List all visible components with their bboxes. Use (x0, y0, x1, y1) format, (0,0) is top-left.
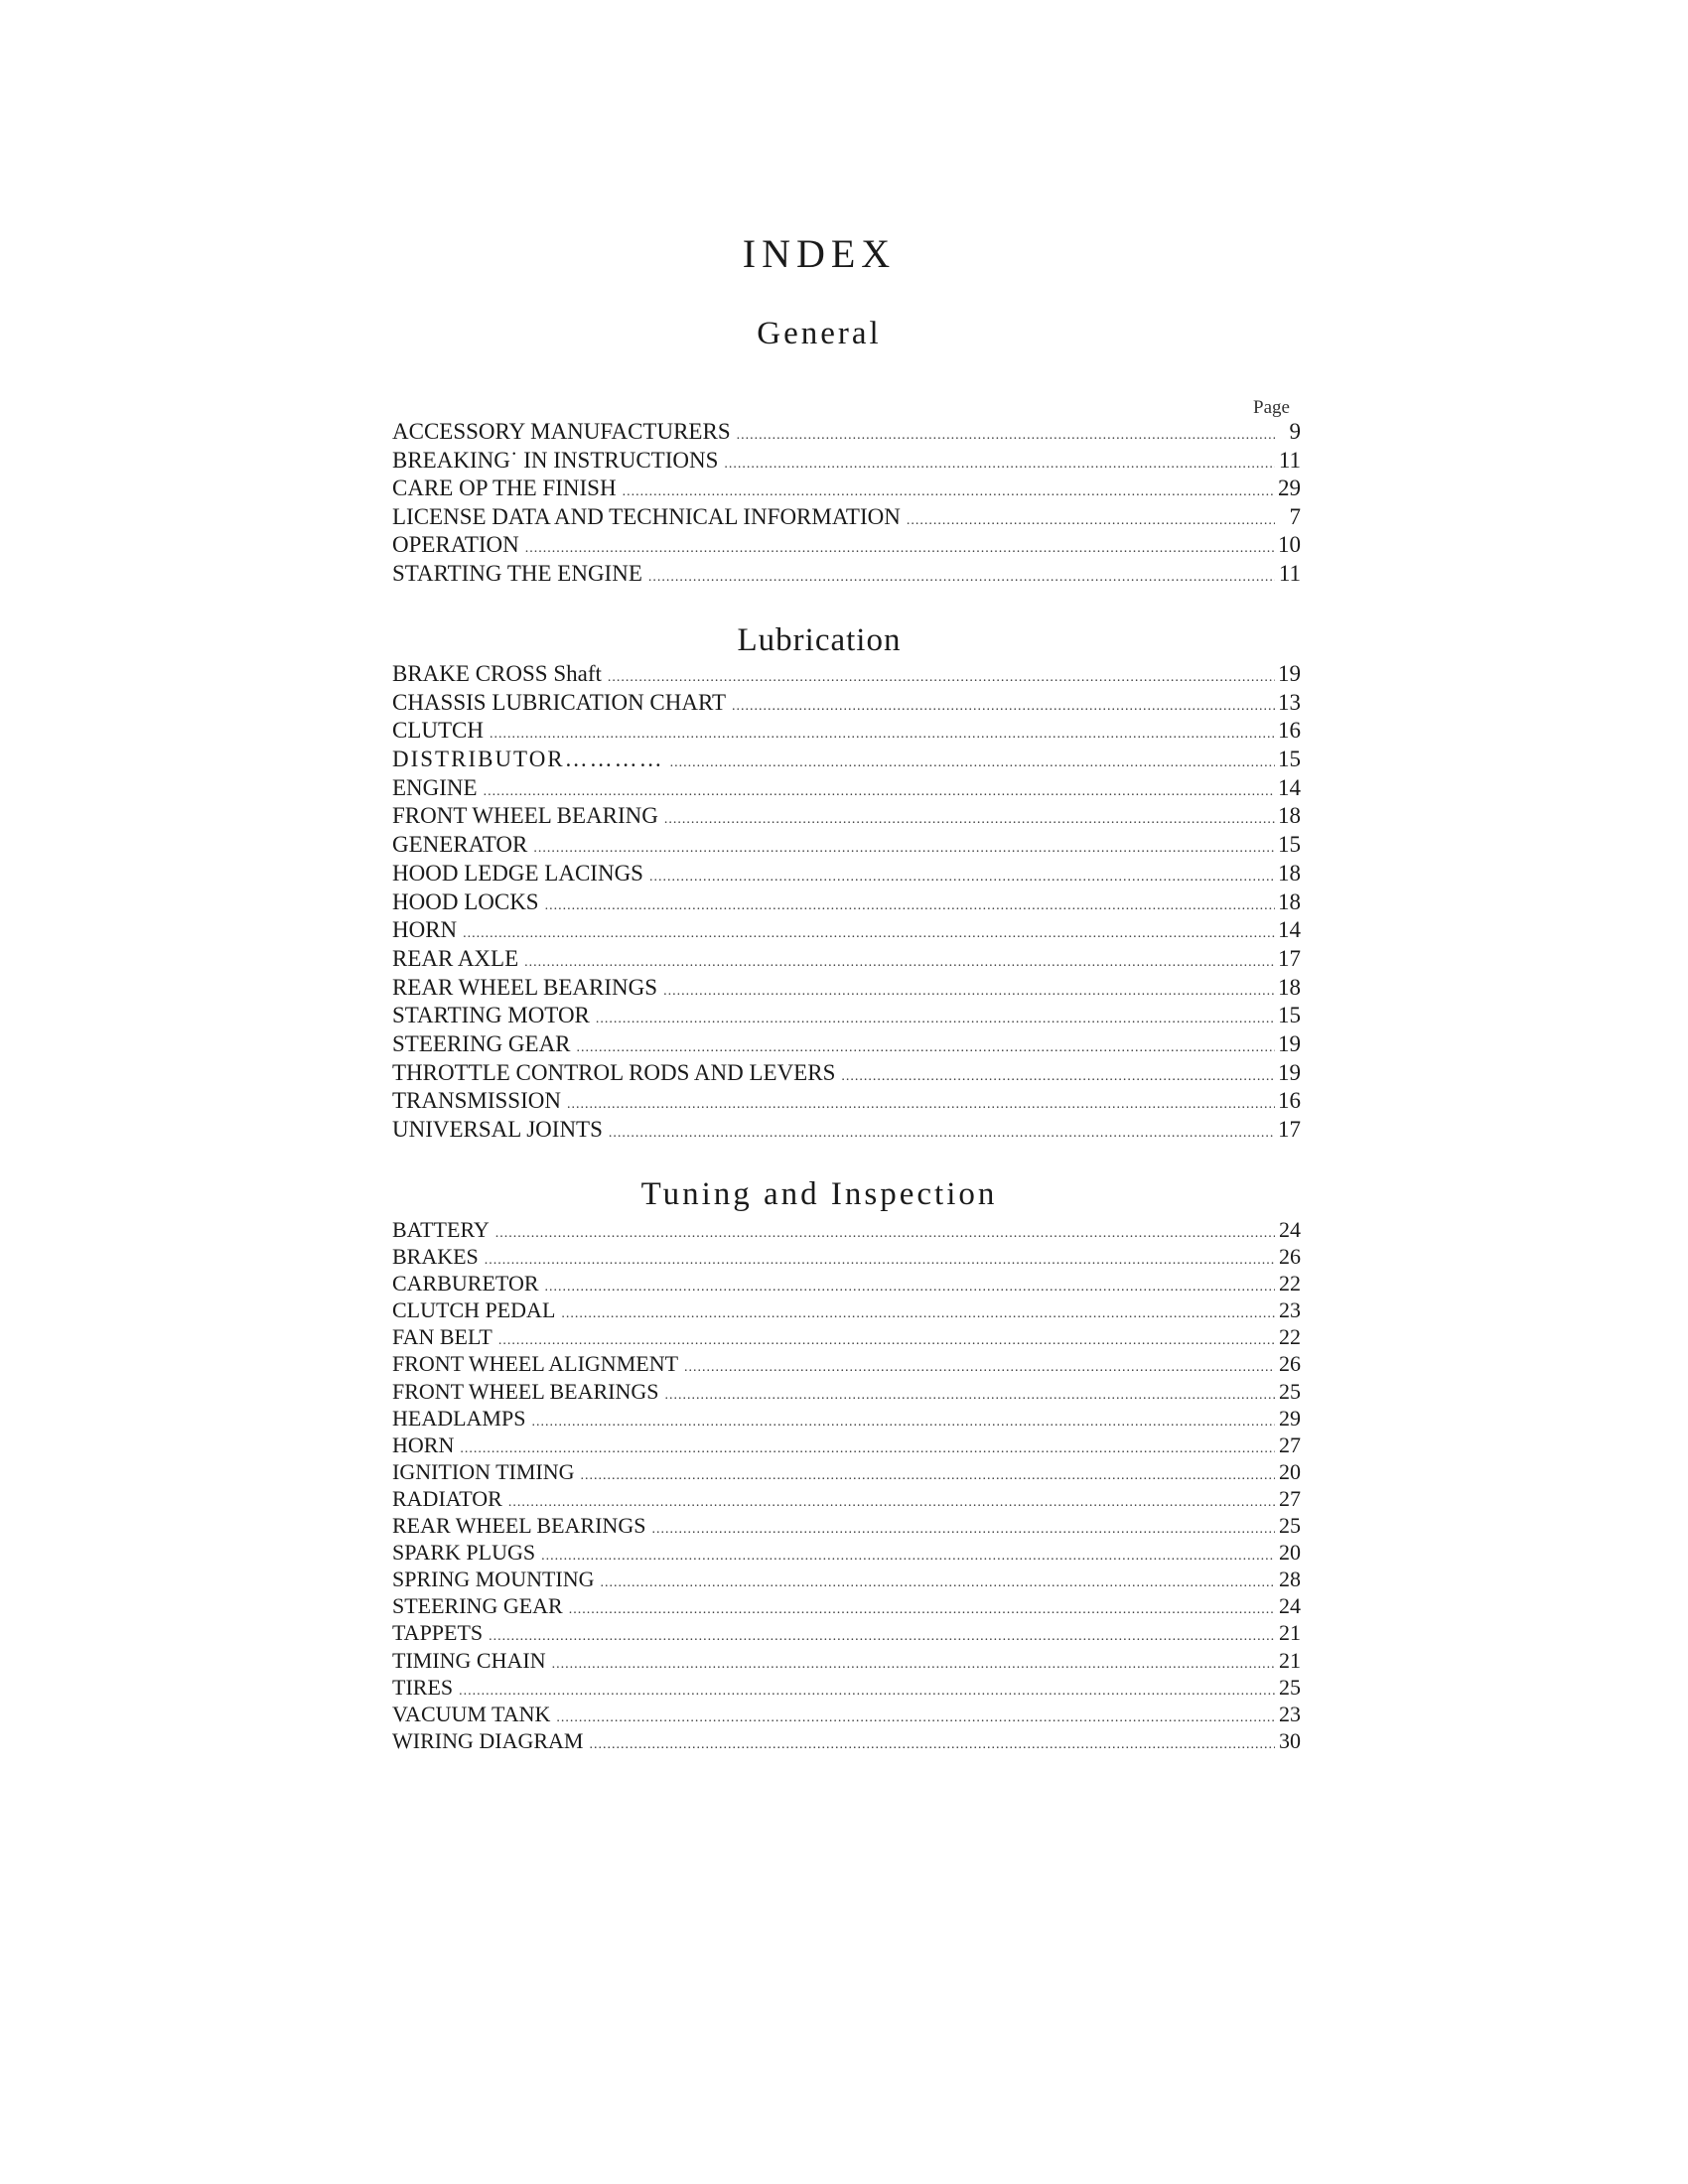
index-entry (392, 1702, 1301, 1728)
index-entry (392, 1513, 1301, 1540)
index-entry-page-number: 18 (1278, 888, 1301, 914)
index-entry-page-number: 22 (1279, 1324, 1301, 1350)
dot-leader (552, 1657, 1275, 1673)
dot-leader (684, 1360, 1275, 1376)
index-entry (392, 1728, 1301, 1755)
dot-leader (609, 1126, 1275, 1142)
index-entry-label: CARE OP THE FINISH (392, 476, 617, 501)
index-entry-page-number: 14 (1278, 917, 1301, 943)
index-entry (392, 1003, 1301, 1031)
index-entry-page-number: 29 (1278, 476, 1301, 501)
index-entry (392, 1324, 1301, 1351)
index-entry (392, 1593, 1301, 1620)
index-entry (392, 661, 1301, 690)
dot-leader (841, 1069, 1275, 1085)
index-entry-page-number: 11 (1278, 447, 1301, 473)
dot-leader (489, 1629, 1275, 1645)
dot-leader (490, 727, 1275, 743)
index-entry (392, 1540, 1301, 1567)
index-entry (392, 1060, 1301, 1089)
dot-leader (495, 1226, 1275, 1242)
index-entry-label: LICENSE DATA AND TECHNICAL INFORMATION (392, 503, 901, 529)
index-entry-label: THROTTLE CONTROL RODS AND LEVERS (392, 1059, 836, 1085)
index-entry-page-number: 23 (1279, 1701, 1301, 1726)
index-list-general (392, 419, 1301, 590)
dot-leader (460, 1441, 1275, 1457)
index-entry-label: HOOD LOCKS (392, 888, 539, 914)
index-entry (392, 975, 1301, 1004)
index-entry (392, 917, 1301, 946)
index-entry-label: HOOD LEDGE LACINGS (392, 860, 643, 886)
dot-leader (649, 870, 1275, 886)
index-entry-label: TRANSMISSION (392, 1088, 561, 1114)
index-entry-label: WIRING DIAGRAM (392, 1727, 584, 1753)
index-entry-label: STEERING GEAR (392, 1030, 571, 1056)
index-entry-label: TIMING CHAIN (392, 1647, 546, 1673)
index-entry-page-number: 14 (1278, 774, 1301, 800)
index-entry-page-number: 27 (1279, 1485, 1301, 1511)
index-entry (392, 803, 1301, 832)
index-entry-page-number: 29 (1279, 1405, 1301, 1431)
index-entry (392, 1351, 1301, 1378)
dot-leader (541, 1549, 1275, 1565)
index-entry (392, 747, 1301, 775)
index-entry-label: BRAKE CROSS Shaft (392, 661, 602, 686)
index-entry (392, 532, 1301, 561)
index-entry-page-number: 11 (1278, 560, 1301, 586)
index-entry-label: UNIVERSAL JOINTS (392, 1117, 603, 1142)
dot-leader (581, 1468, 1276, 1484)
index-entry (392, 832, 1301, 861)
index-entry-label: FRONT WHEEL ALIGNMENT (392, 1351, 679, 1377)
index-entry-label: STARTING THE ENGINE (392, 560, 642, 586)
index-entry-page-number: 18 (1278, 860, 1301, 886)
index-entry (392, 1406, 1301, 1433)
dot-leader (724, 457, 1275, 473)
index-entry-label: SPRING MOUNTING (392, 1567, 595, 1592)
index-entry-page-number: 13 (1278, 689, 1301, 715)
index-entry (392, 718, 1301, 747)
dot-leader (524, 955, 1275, 971)
index-entry (392, 1433, 1301, 1459)
index-entry-label: STARTING MOTOR (392, 1003, 590, 1028)
dot-leader (525, 541, 1275, 557)
index-entry-page-number: 28 (1279, 1567, 1301, 1592)
index-entry-page-number: 22 (1279, 1271, 1301, 1297)
index-entry-page-number: 10 (1278, 532, 1301, 558)
index-entry-page-number: 17 (1278, 945, 1301, 971)
index-entry (392, 561, 1301, 590)
dot-leader (485, 1253, 1275, 1269)
index-entry-page-number: 24 (1279, 1217, 1301, 1242)
index-entry (392, 504, 1301, 533)
index-entry (392, 1459, 1301, 1486)
index-entry-label: HORN (392, 917, 458, 943)
index-list-lubrication (392, 661, 1301, 1146)
index-entry-label: STEERING GEAR (392, 1593, 563, 1619)
index-entry-label: BATTERY (392, 1217, 490, 1242)
index-entry-page-number: 21 (1279, 1647, 1301, 1673)
dot-leader (663, 984, 1275, 1000)
index-entry-page-number: 21 (1279, 1620, 1301, 1646)
index-entry-label: GENERATOR (392, 832, 528, 858)
index-entry-page-number: 23 (1279, 1297, 1301, 1323)
dot-leader (561, 1306, 1275, 1322)
index-entry (392, 1088, 1301, 1117)
index-entry-label: SPARK PLUGS (392, 1540, 536, 1566)
dot-leader (665, 1388, 1276, 1404)
index-entry-page-number: 7 (1289, 503, 1301, 529)
dot-leader (577, 1040, 1275, 1056)
index-entry (392, 1297, 1301, 1324)
dot-leader (484, 784, 1275, 800)
index-entry-label: HORN (392, 1432, 455, 1457)
index-entry-page-number: 15 (1278, 747, 1301, 772)
dot-leader (670, 755, 1275, 771)
index-entry (392, 1620, 1301, 1647)
index-entry-page-number: 18 (1278, 974, 1301, 1000)
index-entry-page-number: 25 (1279, 1513, 1301, 1539)
page-column-label: Page (1253, 397, 1290, 418)
index-entry-label: RADIATOR (392, 1485, 502, 1511)
index-entry-label: FRONT WHEEL BEARING (392, 803, 658, 829)
index-entry-page-number: 30 (1279, 1727, 1301, 1753)
index-entry (392, 861, 1301, 889)
index-entry (392, 1217, 1301, 1244)
index-entry (392, 1271, 1301, 1297)
dot-leader (545, 898, 1275, 914)
index-entry (392, 1379, 1301, 1406)
index-entry-label: HEADLAMPS (392, 1405, 526, 1431)
index-entry-label: VACUUM TANK (392, 1701, 551, 1726)
index-entry-label: IGNITION TIMING (392, 1458, 575, 1484)
index-entry (392, 1486, 1301, 1513)
dot-leader (569, 1602, 1275, 1618)
dot-leader (651, 1522, 1275, 1538)
dot-leader (533, 841, 1275, 857)
index-entry-page-number: 17 (1278, 1117, 1301, 1142)
dot-leader (556, 1710, 1275, 1726)
dot-leader (498, 1333, 1275, 1349)
dot-leader (463, 926, 1275, 942)
index-entry (392, 1244, 1301, 1271)
index-entry-label: CARBURETOR (392, 1271, 539, 1297)
index-entry (392, 419, 1301, 448)
index-entry-label: REAR AXLE (392, 945, 519, 971)
dot-leader (737, 428, 1275, 444)
dot-leader (664, 812, 1275, 828)
index-entry-page-number: 25 (1279, 1674, 1301, 1700)
index-entry-page-number: 19 (1278, 1030, 1301, 1056)
index-entry-label: TAPPETS (392, 1620, 484, 1646)
index-entry-page-number: 19 (1278, 661, 1301, 686)
dot-leader (601, 1575, 1275, 1591)
dot-leader (589, 1737, 1275, 1753)
dot-leader (907, 513, 1275, 529)
index-entry-label: FRONT WHEEL BEARINGS (392, 1378, 659, 1404)
dot-leader (545, 1280, 1275, 1296)
index-entry-page-number: 15 (1278, 832, 1301, 858)
index-entry (392, 1648, 1301, 1675)
index-entry-page-number: 16 (1278, 718, 1301, 744)
dot-leader (531, 1415, 1275, 1431)
dot-leader (567, 1097, 1275, 1113)
index-list-tuning-and-inspection (392, 1217, 1301, 1755)
index-entry-page-number: 27 (1279, 1432, 1301, 1457)
index-entry-label: FAN BELT (392, 1324, 492, 1350)
index-entry-page-number: 20 (1279, 1458, 1301, 1484)
index-entry-page-number: 20 (1279, 1540, 1301, 1566)
index-entry-label: BRAKES (392, 1244, 479, 1270)
index-entry-page-number: 9 (1289, 419, 1301, 444)
section-heading-general: General (757, 316, 882, 351)
index-entry-page-number: 18 (1278, 803, 1301, 829)
index-entry-label: OPERATION (392, 532, 519, 558)
dot-leader (608, 670, 1275, 686)
index-entry-page-number: 26 (1279, 1351, 1301, 1377)
index-entry-label: CHASSIS LUBRICATION CHART (392, 689, 726, 715)
index-entry (392, 1567, 1301, 1593)
page-title: INDEX (742, 231, 897, 276)
section-heading-tuning-and-inspection: Tuning and Inspection (640, 1176, 998, 1212)
index-entry (392, 946, 1301, 975)
index-entry-page-number: 24 (1279, 1593, 1301, 1619)
index-entry (392, 889, 1301, 918)
index-entry-page-number: 26 (1279, 1244, 1301, 1270)
index-entry-label: ACCESSORY MANUFACTURERS (392, 419, 731, 444)
dot-leader (648, 570, 1275, 586)
index-entry (392, 476, 1301, 504)
index-entry-label: REAR WHEEL BEARINGS (392, 1513, 646, 1539)
index-entry-page-number: 25 (1279, 1378, 1301, 1404)
dot-leader (596, 1012, 1275, 1027)
index-entry-label: CLUTCH (392, 718, 484, 744)
dot-leader (732, 699, 1275, 715)
index-entry (392, 775, 1301, 804)
index-entry (392, 1117, 1301, 1146)
index-entry-page-number: 15 (1278, 1003, 1301, 1028)
index-entry-page-number: 19 (1278, 1059, 1301, 1085)
index-entry (392, 1031, 1301, 1060)
dot-leader (623, 484, 1275, 500)
index-entry (392, 1675, 1301, 1702)
index-entry-label: CLUTCH PEDAL (392, 1297, 556, 1323)
index-entry-label: BREAKING˙ IN INSTRUCTIONS (392, 447, 719, 473)
index-entry-label: TIRES (392, 1674, 454, 1700)
dot-leader (508, 1495, 1275, 1511)
index-entry (392, 448, 1301, 477)
index-entry-label: DISTRIBUTOR………… (392, 747, 664, 772)
index-entry-label: ENGINE (392, 774, 478, 800)
dot-leader (459, 1684, 1275, 1700)
index-entry-page-number: 16 (1278, 1088, 1301, 1114)
section-heading-lubrication: Lubrication (737, 622, 902, 658)
index-entry (392, 690, 1301, 719)
index-entry-label: REAR WHEEL BEARINGS (392, 974, 658, 1000)
